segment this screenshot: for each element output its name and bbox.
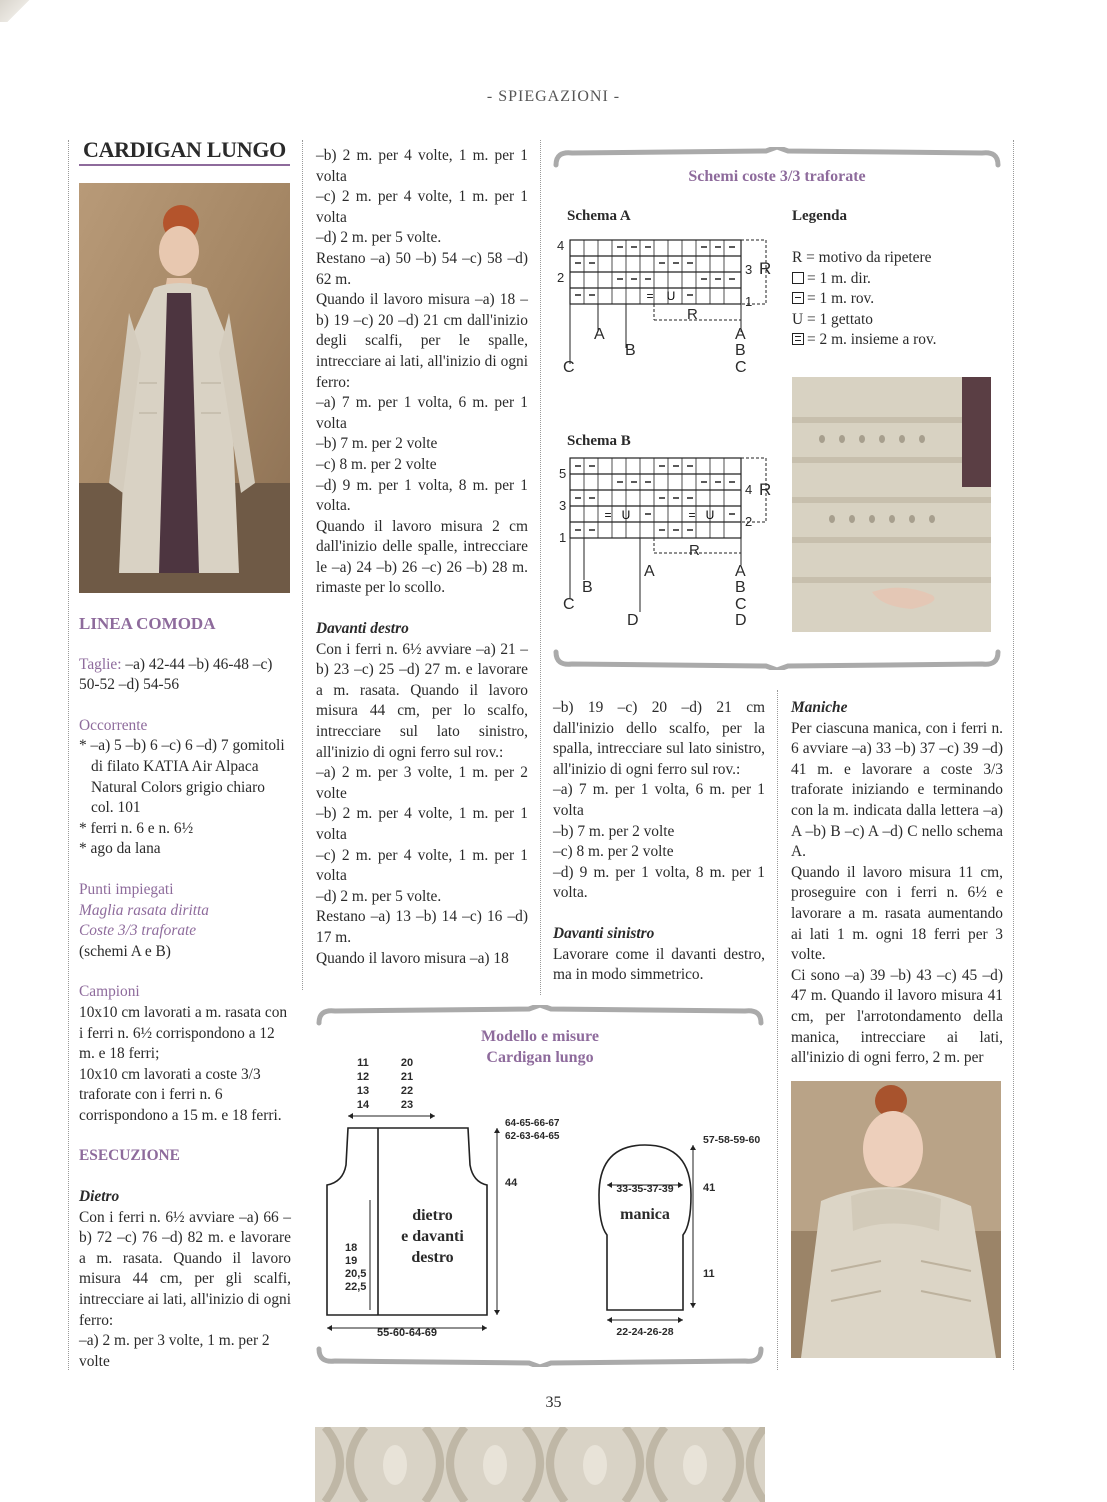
measure-value: 20	[400, 1057, 414, 1069]
stitch-item: Coste 3/3 traforate	[79, 922, 197, 940]
schema-a-row-labels-left	[557, 238, 564, 286]
total-length-labels	[505, 1117, 559, 1143]
instruction-line: –b) 2 m. per 4 volte, 1 m. per 1 volta	[316, 147, 528, 185]
model-photo-closeup	[791, 1081, 1001, 1358]
repeat-label: R	[759, 480, 772, 499]
stitch-letter: A	[735, 326, 746, 343]
instruction-line: –d) 2 m. per 5 volte.	[316, 887, 442, 905]
row-label: 2	[557, 270, 565, 285]
page-corner-decoration	[0, 0, 36, 22]
schema-a-row-labels-right	[745, 254, 752, 318]
material-item: * ago da lana	[79, 840, 161, 858]
measure-value: 14	[356, 1099, 370, 1111]
sleeves-heading: Maniche	[791, 699, 848, 716]
back-line: –a) 2 m. per 3 volte, 1 m. per 2 volte	[79, 1332, 270, 1370]
instruction-line: –a) 7 m. per 1 volta, 6 m. per 1 volta	[553, 781, 765, 819]
model-photo-cardigan	[79, 183, 290, 593]
schema-b-row-labels-right	[745, 474, 752, 538]
gauge-heading: Campioni	[79, 983, 140, 1001]
instruction-line: –b) 19 –c) 20 –d) 21 cm dall'inizio dello scalfo, per la spalla, intrecciare sul lato sinistro, all'inizio di ogni ferro sul rov.:	[553, 699, 765, 778]
purl-stitch-icon	[792, 292, 804, 304]
measure-value: 62-63-64-65	[505, 1131, 560, 1142]
stitch-letter: D	[627, 612, 639, 629]
bracket-bottom	[552, 648, 1002, 670]
body-width-label: 55-60-64-69	[377, 1327, 437, 1339]
sleeve-cap-label: 33-35-37-39	[616, 1183, 674, 1195]
column-divider	[777, 690, 778, 1370]
knit-stitch-icon	[792, 272, 804, 284]
sizes-paragraph	[79, 655, 291, 696]
execution-heading: ESECUZIONE	[79, 1147, 180, 1165]
pattern-title: CARDIGAN LUNGO	[83, 137, 286, 162]
instruction-line: Con i ferri n. 6½ avviare –a) 21 –b) 23 –c) 25 –d) 27 m. e lavorare a m. rasata. Quando il lavoro misura 44 cm, per lo scalfo, intrecciare sul lato sinistro, all'inizio di ogni ferro sul rov.:	[316, 640, 528, 761]
instruction-line: Quando il lavoro misura –a) 18	[316, 949, 509, 967]
instruction-line: –d) 2 m. per 5 volte.	[316, 229, 442, 247]
sleeve-piece-label: manica	[620, 1206, 670, 1223]
cuff-length-label: 11	[703, 1268, 715, 1280]
diagram-title-line: Cardigan lungo	[486, 1049, 594, 1066]
column-divider	[1013, 140, 1014, 1370]
instruction-line: –a) 7 m. per 1 volta, 6 m. per 1 volta	[316, 394, 528, 432]
legend-text: = 1 m. rov.	[807, 290, 875, 308]
row-label: 3	[745, 262, 753, 277]
title-underline	[79, 164, 290, 166]
schemes-title: Schemi coste 3/3 traforate	[688, 168, 866, 185]
stitch-letter: C	[563, 359, 575, 376]
sleeve-top-label: 57-58-59-60	[703, 1134, 761, 1146]
instruction-line: Restano –a) 13 –b) 14 –c) 16 –d) 17 m.	[316, 908, 528, 946]
legend	[792, 248, 1007, 351]
instruction-line: –c) 8 m. per 2 volte	[553, 843, 674, 861]
stitch-letter: A	[644, 563, 655, 580]
diagram-title-line: Modello e misure	[481, 1028, 599, 1045]
bracket-top	[315, 1005, 765, 1027]
measure-value: 64-65-66-67	[505, 1118, 560, 1129]
instruction-line: Quando il lavoro misura 11 cm, proseguire con i ferri n. 6½ e lavorare a m. rasata aumentando ai lati 1 m. ogni 18 ferri per 3 volte.	[791, 863, 1003, 964]
measure-value: 21	[400, 1071, 414, 1083]
column-divider	[68, 140, 69, 1370]
back-text: Con i ferri n. 6½ avviare –a) 66 –b) 72 –c) 76 –d) 82 m. e lavorare a m. rasata. Quando il lavoro misura 44 cm, per gli scalfi, intrecciare ai lati, all'inizio di ogni ferro:	[79, 1208, 291, 1329]
sleeve-length-label: 41	[703, 1182, 716, 1194]
sweater-detail-photo	[792, 377, 991, 632]
stitch-letter: C	[735, 596, 747, 613]
instruction-line: Quando il lavoro misura –a) 18 –b) 19 –c) 20 –d) 21 cm dall'inizio degli scalfi, per le spalle, intrecciare ai lati, all'inizio di ogni ferro:	[316, 291, 528, 391]
stitch-item: Maglia rasata diritta	[79, 901, 209, 919]
measure-value: 22	[400, 1085, 414, 1097]
body-piece-label	[390, 1205, 475, 1268]
repeat-label: R	[759, 259, 772, 278]
gauge-text: 10x10 cm lavorati a coste 3/3 traforate con i ferri n. 6 corrispondono a 15 m. e 18 ferri.	[79, 1065, 282, 1124]
row-label: 1	[745, 294, 753, 309]
stitch-letter: C	[563, 596, 575, 613]
instruction-line: –b) 7 m. per 2 volte	[316, 435, 438, 453]
length-label: 44	[505, 1177, 518, 1189]
column-1-text	[79, 614, 291, 1372]
row-label: 2	[745, 514, 753, 529]
measure-value: 22,5	[345, 1281, 367, 1293]
stitch-note: (schemi A e B)	[79, 942, 171, 960]
row-label: 4	[745, 482, 753, 497]
line-heading: LINEA COMODA	[79, 614, 216, 633]
materials-heading: Occorrente	[79, 716, 148, 734]
stitches-heading: Punti impiegati	[79, 880, 174, 898]
legend-item	[792, 310, 1007, 331]
column-2-text	[316, 146, 528, 969]
gauge-text: 10x10 cm lavorati a m. rasata con i ferri n. 6½ corrispondono a 12 m. e 18 ferri;	[79, 1003, 288, 1063]
schema-b-row-labels-left	[559, 458, 566, 554]
stitch-letter: B	[735, 579, 746, 596]
page-number: 35	[545, 1394, 562, 1411]
measure-value: 20,5	[345, 1268, 367, 1280]
instruction-line: Quando il lavoro misura 2 cm dall'inizio delle spalle, intrecciare le –a) 24 –b) 26 –c) 26 –b) 28 m. rimaste per lo scollo.	[316, 517, 528, 597]
svg-text:U: U	[705, 508, 715, 522]
stitch-letter: D	[735, 612, 747, 629]
measure-value: 13	[356, 1085, 370, 1097]
row-label: 4	[557, 238, 565, 253]
cable-knit-texture	[315, 1427, 765, 1502]
svg-text:U: U	[666, 289, 676, 303]
neck-width-labels	[398, 1056, 416, 1112]
front-right-heading: Davanti destro	[316, 620, 409, 638]
legend-text: = 1 m. dir.	[807, 269, 871, 287]
legend-item	[792, 289, 1007, 310]
svg-text:=: =	[646, 289, 654, 303]
measure-value: 19	[345, 1255, 358, 1267]
schema-b-title: Schema B	[567, 433, 631, 449]
material-item: * –a) 5 –b) 6 –c) 6 –d) 7 gomitoli di filato KATIA Air Alpaca Natural Colors grigio chiaro col. 101	[79, 737, 285, 817]
schematic-diagram	[315, 1050, 775, 1350]
row-label: 3	[559, 498, 567, 513]
legend-item	[792, 248, 1007, 269]
shoulder-width-labels	[355, 1056, 371, 1112]
label-line: e davanti	[401, 1228, 464, 1245]
instruction-line: Ci sono –a) 39 –b) 43 –c) 45 –d) 47 m. Quando il lavoro misura 41 cm, per l'arrotondamento della manica, intrecciare ai lati, all'inizio di ogni ferro, 2 m. per	[791, 966, 1003, 1067]
row-label: 5	[559, 466, 567, 481]
instruction-line: –d) 9 m. per 1 volta, 8 m. per 1 volta.	[316, 476, 528, 515]
label-line: destro	[411, 1249, 454, 1266]
measure-value: 23	[400, 1099, 414, 1111]
legend-text: U = 1 gettato	[792, 310, 873, 328]
legend-text: R = motivo da ripetere	[792, 249, 932, 266]
schema-a-title: Schema A	[567, 208, 631, 224]
front-left-heading: Davanti sinistro	[553, 924, 655, 942]
armhole-labels	[345, 1242, 366, 1294]
bracket-top	[552, 147, 1002, 169]
instruction-line: –b) 2 m. per 4 volte, 1 m. per 1 volta	[316, 805, 528, 843]
svg-text:=: =	[604, 508, 612, 522]
page-header: - SPIEGAZIONI -	[486, 88, 621, 105]
column-divider	[302, 140, 303, 990]
bracket-bottom	[315, 1345, 765, 1367]
instruction-line: Restano –a) 50 –b) 54 –c) 58 –d) 62 m.	[316, 249, 528, 288]
legend-title: Legenda	[792, 208, 848, 224]
measure-value: 12	[356, 1071, 370, 1083]
measure-value: 18	[345, 1242, 358, 1254]
column-4-text	[791, 698, 1003, 1069]
label-line: dietro	[412, 1207, 453, 1224]
sizes-label: Taglie:	[79, 655, 122, 673]
legend-item	[792, 269, 1007, 290]
legend-item	[792, 330, 1007, 351]
stitch-letter: C	[735, 359, 747, 376]
front-left-text: Lavorare come il davanti destro, ma in modo simmetrico.	[553, 945, 765, 984]
stitch-letter: A	[594, 326, 605, 343]
measure-value: 11	[357, 1057, 369, 1069]
purl-two-together-icon	[792, 333, 804, 345]
stitch-letter: A	[735, 563, 746, 580]
instruction-line: –d) 9 m. per 1 volta, 8 m. per 1 volta.	[553, 863, 765, 902]
stitch-letter: B	[582, 579, 593, 596]
stitch-letter: B	[735, 342, 746, 359]
instruction-line: –c) 2 m. per 4 volte, 1 m. per 1 volta	[316, 188, 528, 226]
stitch-letter: B	[625, 342, 636, 359]
sleeve-bottom-label: 22-24-26-28	[616, 1326, 674, 1338]
legend-text: = 2 m. insieme a rov.	[807, 331, 937, 349]
instruction-line: –b) 7 m. per 2 volte	[553, 822, 675, 840]
instruction-line: –a) 2 m. per 3 volte, 1 m. per 2 volte	[316, 764, 528, 802]
svg-text:U: U	[621, 508, 631, 522]
back-heading: Dietro	[79, 1188, 120, 1206]
column-divider	[540, 140, 541, 995]
svg-text:=: =	[688, 508, 696, 522]
column-3-text	[553, 698, 765, 986]
instruction-line: Per ciascuna manica, con i ferri n. 6 avviare –a) 33 –b) 37 –c) 39 –d) 41 m. e lavorare a coste 3/3 traforate iniziando e terminando con la m. indicata dalla lettera –a) A –b) B –c) A –d) C nello schema A.	[791, 719, 1003, 861]
sizes-text: –a) 42-44 –b) 46-48 –c) 50-52 –d) 54-56	[79, 655, 273, 694]
material-item: * ferri n. 6 e n. 6½	[79, 819, 194, 837]
repeat-label: R	[689, 542, 700, 559]
instruction-line: –c) 2 m. per 4 volte, 1 m. per 1 volta	[316, 846, 528, 885]
instruction-line: –c) 8 m. per 2 volte	[316, 455, 437, 473]
row-label: 1	[559, 530, 567, 545]
repeat-label: R	[687, 306, 698, 323]
